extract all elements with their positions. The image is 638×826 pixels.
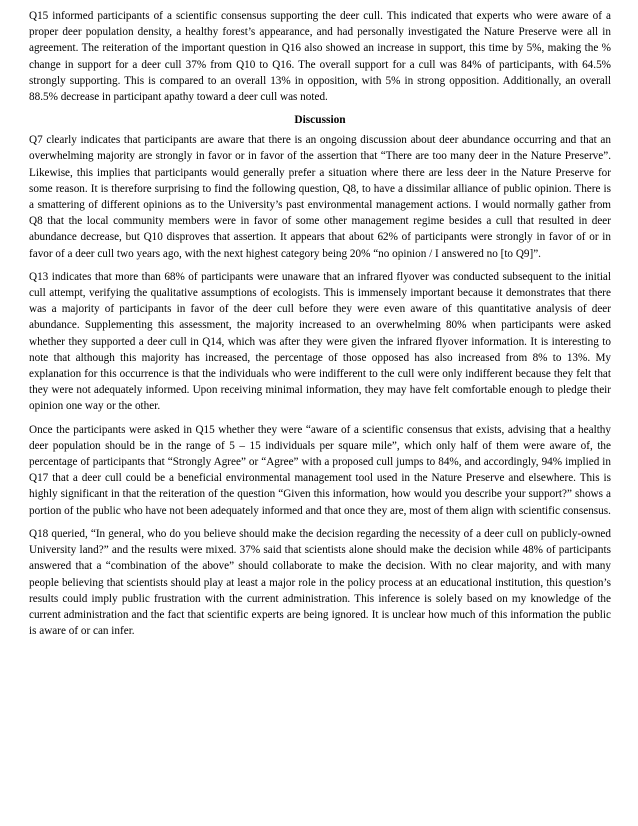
paragraph-q7-q10: Q7 clearly indicates that participants are aware that there is an ongoing discussion about deer abundance occurring and that an overwhelming majority are strongly in favor or in favor of the assertion that “There are too many deer in the Nature Preserve”. Likewise, this implies that participants would generally prefer a situation where there are less deer in the Nature Preserve for some reason. It is therefore surprising to find the following question, Q8, to have a dissimilar alliance of public opinion. There is a smattering of different opinions as to the University’s past environmental management actions. I would normally gather from Q8 that the local community members were in favor of some other management regime besides a cull that resulted in deer abundance decrease, but Q10 disproves that assertion. It appears that about 62% of participants were strongly in favor of or in favor of a deer cull two years ago, with the next highest category being 20% “no opinion / I answered no [to Q9]”. [29,134,611,260]
discussion-heading: Discussion [294,114,346,127]
paragraph-q18: Q18 queried, “In general, who do you believe should make the decision regarding the necessity of a deer cull on publicly-owned University land?” and the results were mixed. 37% said that scientists alone should make the decision while 48% of participants answered that a “combination of the above” should collaborate to make the decision. With no clear majority, and with many people believing that scientists should play at least a major role in the policy process at an educational institution, this question’s results could imply public frustration with the current administration. This inference is solely based on my knowledge of the current administration and the fact that scientific experts are being ignored. It is unclear how much of this information the public is aware of or can infer. [29,527,611,638]
paragraph-q15-q17: Once the participants were asked in Q15 whether they were “aware of a scientific consensus that exists, advising that a healthy deer population should be in the range of 5 – 15 individuals per square mile”, which only half of them were aware of, the percentage of participants that “Strongly Agree” or “Agree” with a proposed cull jumps to 84%, and accordingly, 94% implied in Q17 that a deer cull could be a beneficial environmental management tool used in the Nature Preserve and elsewhere. This is highly significant in that the reiteration of the question “Given this information, how would you describe your support?” shows a portion of the public who have not been adequately informed and that once they are, most of them align with scientific consensus. [29,423,611,517]
paragraph-q13-q14: Q13 indicates that more than 68% of participants were unaware that an infrared flyover was conducted subsequent to the initial cull attempt, verifying the qualitative assumptions of ecologists. This is immensely important because it demonstrates that there was a majority of participants in favor of the deer cull before they were even aware of this quantitative analysis of deer abundance. Supplementing this assessment, the majority increased to an overwhelming 80% when participants were asked whether they supported a deer cull in Q14, which was after they were given the infrared flyover information. It is interesting to note that although this majority has increased, the percentage of those opposed has also increased from 8% to 13%. My explanation for this occurrence is that the individuals who were indifferent to the cull were only indifferent because they felt that they were not adequately informed. Upon receiving minimal information, they may have felt comfortable enough to pledge their opinion one way or the other. [29,270,611,413]
paragraph-q15-results: Q15 informed participants of a scientific consensus supporting the deer cull. This indicated that experts who were aware of a proper deer population density, a healthy forest’s appearance, and had personally investigated the Nature Preserve were all in agreement. The reiteration of the important question in Q16 also showed an increase in support, this time by 5%, making the % change in support for a deer cull 37% from Q10 to Q16. The overall support for a cull was 84% of participants, with 64.5% strongly supporting. This is compared to an overall 13% in opposition, with 5% in strong opposition. Additionally, an overall 88.5% decrease in participant apathy toward a deer cull was noted. [29,10,611,104]
